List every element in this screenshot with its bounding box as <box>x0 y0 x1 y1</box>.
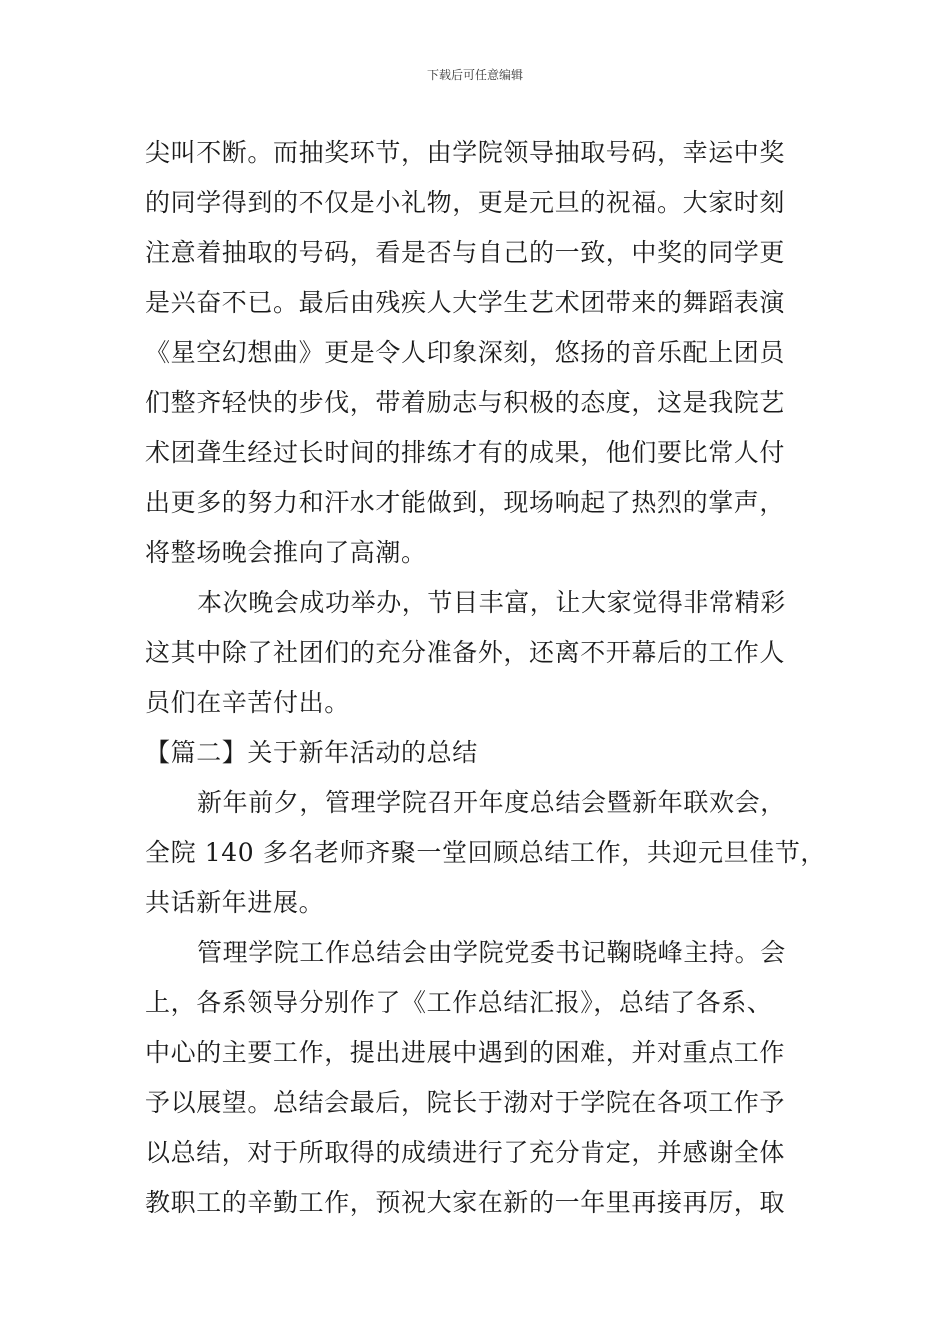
page-header: 下载后可任意编辑 <box>426 68 523 82</box>
text-line: 员们在辛苦付出。 <box>145 688 350 717</box>
text-line: 予以展望。总结会最后，院长于渤对于学院在各项工作予 <box>145 1088 786 1117</box>
text-line: 教职工的辛勤工作，预祝大家在新的一年里再接再厉，取 <box>145 1188 786 1217</box>
text-line: 上，各系领导分别作了《工作总结汇报》，总结了各系、 <box>145 988 773 1017</box>
text-line: 是兴奋不已。最后由残疾人大学生艺术团带来的舞蹈表演 <box>145 288 786 317</box>
text-line: 出更多的努力和汗水才能做到，现场响起了热烈的掌声， <box>145 488 786 517</box>
text-line: 这其中除了社团们的充分准备外，还离不开幕后的工作人 <box>145 638 786 667</box>
text-line: 注意着抽取的号码，看是否与自己的一致，中奖的同学更 <box>145 238 786 267</box>
text-line: 术团聋生经过长时间的排练才有的成果，他们要比常人付 <box>145 438 786 467</box>
text-line: 全院 140 多名老师齐聚一堂回顾总结工作，共迎元旦佳节， <box>145 838 827 867</box>
text-line: 中心的主要工作，提出进展中遇到的困难，并对重点工作 <box>145 1038 786 1067</box>
paragraph-start-line: 本次晚会成功举办，节目丰富，让大家觉得非常精彩 <box>197 588 786 617</box>
section-heading: 【篇二】关于新年活动的总结 <box>145 738 478 767</box>
text-line: 的同学得到的不仅是小礼物，更是元旦的祝福。大家时刻 <box>145 188 786 217</box>
text-line: 以总结，对于所取得的成绩进行了充分肯定，并感谢全体 <box>145 1138 786 1167</box>
document-body <box>145 128 827 1228</box>
paragraph-start-line: 管理学院工作总结会由学院党委书记鞠晓峰主持。会 <box>197 938 786 967</box>
paragraph-start-line: 新年前夕，管理学院召开年度总结会暨新年联欢会， <box>197 788 786 817</box>
text-line: 《星空幻想曲》更是令人印象深刻，悠扬的音乐配上团员 <box>145 338 786 367</box>
text-line: 们整齐轻快的步伐，带着励志与积极的态度，这是我院艺 <box>145 388 786 417</box>
text-line: 尖叫不断。而抽奖环节，由学院领导抽取号码，幸运中奖 <box>145 138 786 167</box>
text-line: 将整场晚会推向了高潮。 <box>145 538 427 567</box>
text-line: 共话新年进展。 <box>145 888 325 917</box>
